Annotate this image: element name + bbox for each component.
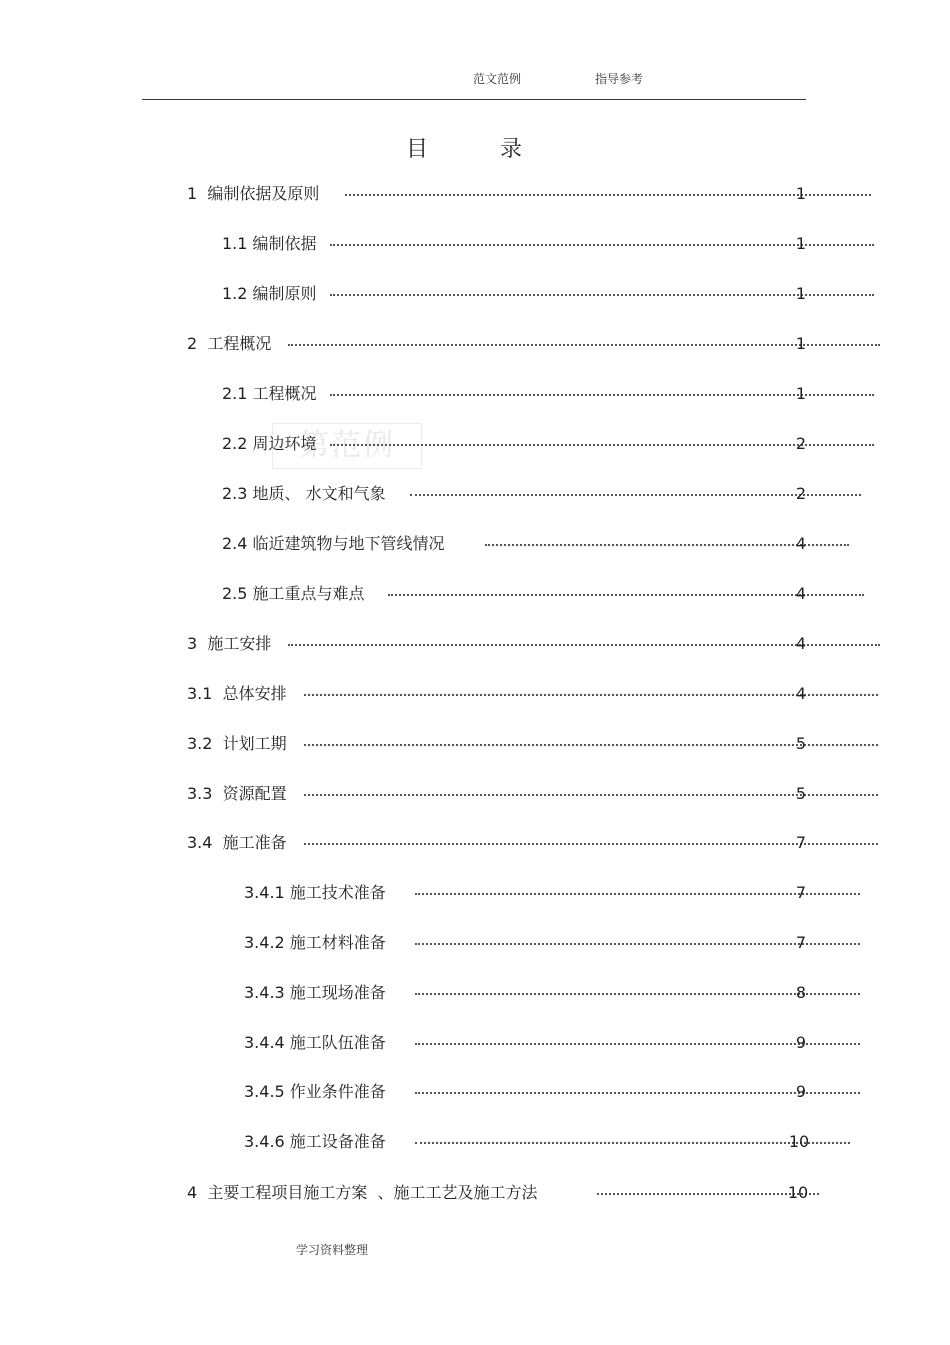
toc-page-number: 1 <box>795 184 807 203</box>
toc-page-number: 1 <box>795 284 807 303</box>
toc-entry-label: 1.2 编制原则 <box>222 284 317 303</box>
toc-entry-label: 3.4.1 施工技术准备 <box>244 883 386 902</box>
toc-page-number: 2 <box>795 434 807 453</box>
title-char-1: 目 <box>406 137 429 162</box>
toc-entry-label: 2.5 施工重点与难点 <box>222 584 365 603</box>
toc-entry-3-4-1[interactable] <box>244 880 864 906</box>
toc-entry-label: 3.4.3 施工现场准备 <box>244 983 386 1002</box>
toc-entry-2-3[interactable] <box>222 481 864 507</box>
toc-entry-3-1[interactable] <box>187 681 883 707</box>
toc-entry-label: 3.4.6 施工设备准备 <box>244 1132 386 1151</box>
watermark: 第范例 <box>272 423 422 469</box>
toc-page-number: 10 <box>788 1132 810 1151</box>
toc-entry-3-4-3[interactable] <box>244 980 864 1006</box>
toc-page-number: 1 <box>795 234 807 253</box>
toc-entry-3-4-2[interactable] <box>244 930 864 956</box>
toc-page-number: 4 <box>795 584 807 603</box>
toc-entry-label: 2.3 地质、 水文和气象 <box>222 484 386 503</box>
toc-entry-3-4-5[interactable] <box>244 1079 864 1105</box>
toc-entry-label: 3.4.5 作业条件准备 <box>244 1082 386 1101</box>
toc-entry-1[interactable] <box>187 181 877 207</box>
toc-entry-3-4[interactable] <box>187 830 883 856</box>
toc-entry-label: 3.2 计划工期 <box>187 734 287 753</box>
toc-page-number: 8 <box>795 983 807 1002</box>
toc-page-number: 5 <box>795 734 807 753</box>
header-right-text: 指导参考 <box>595 72 644 86</box>
toc-page-number: 5 <box>795 784 807 803</box>
toc-page-number: 9 <box>795 1082 807 1101</box>
toc-entry-1-2[interactable] <box>222 281 876 307</box>
toc-entry-label: 1 编制依据及原则 <box>187 184 320 203</box>
toc-page-number: 1 <box>795 334 807 353</box>
toc-page-number: 4 <box>795 684 807 703</box>
toc-entry-label: 4 主要工程项目施工方案 、施工工艺及施工方法 <box>187 1183 538 1202</box>
toc-page-number: 4 <box>795 634 807 653</box>
toc-entry-3[interactable] <box>187 631 885 657</box>
toc-entry-label: 2.4 临近建筑物与地下管线情况 <box>222 534 445 553</box>
page-footer: 学习资料整理 <box>296 1243 369 1257</box>
toc-page-number: 10 <box>787 1183 809 1202</box>
toc-entry-1-1[interactable] <box>222 231 876 257</box>
toc-entry-2-2[interactable] <box>222 431 876 457</box>
toc-page-number: 7 <box>795 833 807 852</box>
toc-entry-label: 2 工程概况 <box>187 334 272 353</box>
toc-entry-2-4[interactable] <box>222 531 852 557</box>
toc-entry-label: 3 施工安排 <box>187 634 272 653</box>
toc-page-number: 7 <box>795 883 807 902</box>
toc-entry-label: 3.4.2 施工材料准备 <box>244 933 386 952</box>
toc-page-number: 4 <box>795 534 807 553</box>
toc-entry-2-5[interactable] <box>222 581 868 607</box>
toc-entry-2-1[interactable] <box>222 381 876 407</box>
toc-entry-3-2[interactable] <box>187 731 883 757</box>
toc-entry-label: 3.3 资源配置 <box>187 784 287 803</box>
toc-entry-4[interactable] <box>187 1180 823 1206</box>
toc-entry-3-4-4[interactable] <box>244 1030 864 1056</box>
toc-entry-label: 2.2 周边环境 <box>222 434 317 453</box>
toc-page-number: 9 <box>795 1033 807 1052</box>
toc-entry-label: 1.1 编制依据 <box>222 234 317 253</box>
toc-page-number: 2 <box>795 484 807 503</box>
header-left-text: 范文范例 <box>473 72 522 86</box>
toc-page-number: 1 <box>795 384 807 403</box>
toc-page-number: 7 <box>795 933 807 952</box>
toc-entry-3-3[interactable] <box>187 781 883 807</box>
toc-entry-label: 2.1 工程概况 <box>222 384 317 403</box>
toc-entry-label: 3.1 总体安排 <box>187 684 287 703</box>
toc-entry-3-4-6[interactable] <box>244 1129 854 1155</box>
title-char-2: 录 <box>500 137 523 162</box>
toc-entry-2[interactable] <box>187 331 885 357</box>
toc-entry-label: 3.4 施工准备 <box>187 833 287 852</box>
toc-entry-label: 3.4.4 施工队伍准备 <box>244 1033 386 1052</box>
